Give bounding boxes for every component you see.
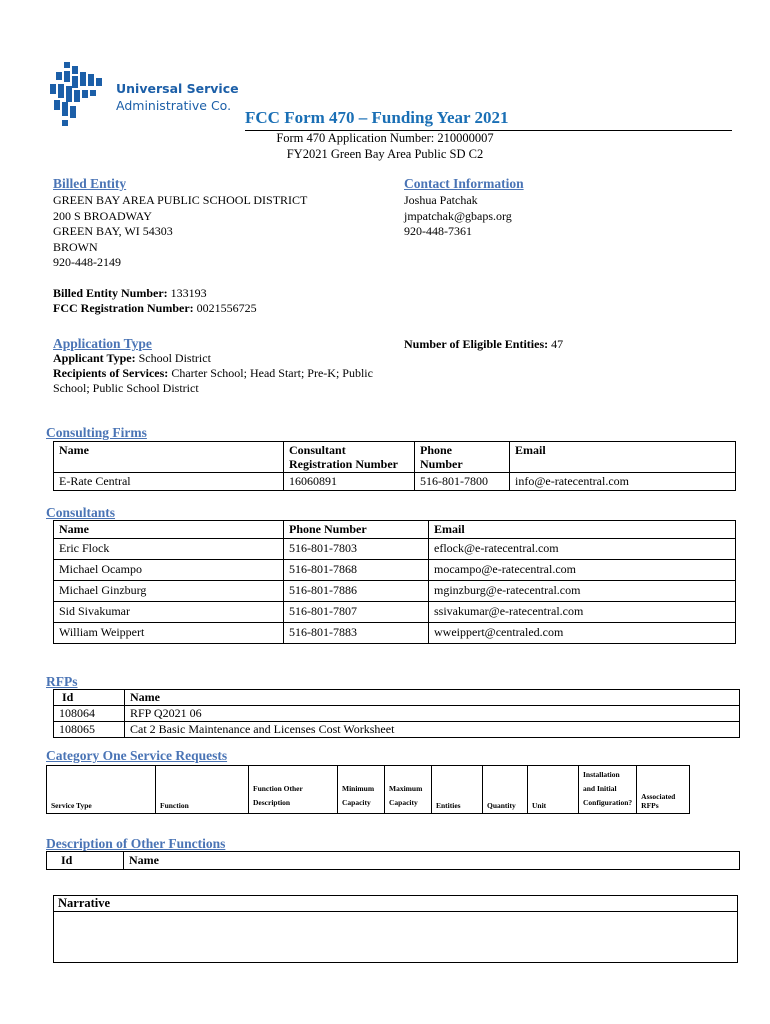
table-row (54, 560, 736, 581)
column-header: Unit (528, 766, 579, 814)
table-row (54, 539, 736, 560)
other-functions-table (46, 851, 740, 870)
table-cell: info@e-ratecentral.com (510, 473, 736, 491)
table-cell: 516-801-7883 (284, 623, 429, 644)
billed-entity-line: GREEN BAY AREA PUBLIC SCHOOL DISTRICT (53, 193, 308, 207)
table-header-row (54, 521, 736, 539)
table-cell: RFP Q2021 06 (125, 706, 740, 722)
application-number: Form 470 Application Number: 210000007 (276, 131, 494, 145)
column-header-line: Phone (420, 443, 453, 457)
fcc-registration-value: 0021556725 (196, 301, 257, 315)
column-header: Quantity (483, 766, 528, 814)
column-header: Name (125, 690, 740, 706)
table-row (54, 473, 736, 491)
column-header: Function (156, 766, 249, 814)
billed-entity-heading: Billed Entity (53, 176, 127, 191)
eligible-entities-label: Number of Eligible Entities: (404, 337, 549, 351)
column-header-line: Installation (583, 770, 620, 779)
recipients-label: Recipients of Services: (53, 366, 169, 380)
consultants-heading: Consultants (46, 505, 116, 520)
table-cell: 16060891 (284, 473, 415, 491)
column-header-line: Function Other (253, 784, 303, 793)
category-one-heading: Category One Service Requests (46, 748, 228, 763)
recipients-of-services-cont: School; Public School District (53, 381, 199, 395)
table-cell: 516-801-7803 (284, 539, 429, 560)
column-header-line: Maximum (389, 784, 423, 793)
column-header (249, 766, 338, 814)
billed-entity-number-label: Billed Entity Number: (53, 286, 168, 300)
table-cell: wweippert@centraled.com (429, 623, 736, 644)
table-cell: Eric Flock (54, 539, 284, 560)
narrative-box (53, 895, 738, 963)
table-cell: Michael Ginzburg (54, 581, 284, 602)
billed-entity-line: 200 S BROADWAY (53, 208, 152, 223)
column-header: Id (54, 690, 125, 706)
recipients-value: Charter School; Head Start; Pre-K; Public (171, 366, 373, 380)
table-cell: William Weippert (54, 623, 284, 644)
column-header (415, 442, 510, 473)
usac-logo-icon (50, 62, 114, 128)
table-header-row (47, 766, 690, 814)
table-cell: mginzburg@e-ratecentral.com (429, 581, 736, 602)
column-header (579, 766, 637, 814)
rfps-heading: RFPs (46, 674, 78, 689)
page-title: FCC Form 470 – Funding Year 2021 (245, 108, 509, 127)
form-subtitle: FY2021 Green Bay Area Public SD C2 (286, 147, 484, 161)
table-cell: Michael Ocampo (54, 560, 284, 581)
column-header (385, 766, 432, 814)
table-cell: 516-801-7800 (415, 473, 510, 491)
table-row (54, 722, 740, 738)
table-cell: Cat 2 Basic Maintenance and Licenses Cost Worksheet (125, 722, 740, 738)
table-cell: 108065 (54, 722, 125, 738)
column-header: Phone Number (284, 521, 429, 539)
table-cell: eflock@e-ratecentral.com (429, 539, 736, 560)
table-row (54, 581, 736, 602)
contact-details (404, 193, 512, 240)
column-header: Email (429, 521, 736, 539)
table-row (54, 602, 736, 623)
fcc-registration-label: FCC Registration Number: (53, 301, 194, 315)
table-cell: mocampo@e-ratecentral.com (429, 560, 736, 581)
table-cell: 516-801-7886 (284, 581, 429, 602)
logo-line-1: Universal Service (116, 81, 239, 96)
rfps-table (53, 689, 740, 738)
table-cell: 516-801-7807 (284, 602, 429, 623)
table-cell: 108064 (54, 706, 125, 722)
billed-entity-line: 920-448-2149 (53, 255, 121, 269)
table-header-row (54, 690, 740, 706)
column-header (338, 766, 385, 814)
column-header-line: Number (420, 457, 463, 471)
billed-entity-address (53, 193, 307, 271)
narrative-label: Narrative (58, 896, 111, 910)
column-header: Name (124, 852, 740, 870)
column-header: Name (54, 442, 284, 473)
column-header-line: Minimum (342, 784, 375, 793)
category-one-table (46, 765, 690, 814)
column-header: Entities (432, 766, 483, 814)
other-functions-heading: Description of Other Functions (46, 836, 226, 851)
column-header: Name (54, 521, 284, 539)
table-row (54, 706, 740, 722)
usac-logo (50, 62, 240, 128)
table-cell: ssivakumar@e-ratecentral.com (429, 602, 736, 623)
billed-entity-number (53, 286, 207, 302)
column-header-line: Description (253, 798, 291, 807)
eligible-entities (404, 337, 563, 353)
table-header-row (47, 852, 740, 870)
table-header-row (54, 442, 736, 473)
eligible-entities-value: 47 (551, 337, 564, 351)
table-cell: Sid Sivakumar (54, 602, 284, 623)
column-header-line: Capacity (342, 798, 371, 807)
column-header-line: and Initial (583, 784, 617, 793)
consulting-firms-heading: Consulting Firms (46, 425, 147, 440)
narrative-divider (54, 911, 737, 912)
billed-entity-number-value: 133193 (170, 286, 207, 300)
contact-name: Joshua Patchak (404, 193, 478, 207)
column-header: Id (47, 852, 124, 870)
contact-phone: 920-448-7361 (404, 224, 472, 238)
logo-line-2: Administrative Co. (116, 98, 232, 113)
column-header-line: Consultant (289, 443, 346, 457)
recipients-of-services (53, 366, 373, 382)
table-row (54, 623, 736, 644)
applicant-type-value: School District (138, 351, 211, 365)
column-header (284, 442, 415, 473)
column-header-line: Registration Number (289, 457, 398, 471)
column-header-line: Configuration? (583, 798, 633, 807)
applicant-type (53, 351, 211, 367)
table-cell: 516-801-7868 (284, 560, 429, 581)
contact-email: jmpatchak@gbaps.org (404, 208, 512, 223)
application-type-heading: Application Type (53, 336, 152, 351)
column-header: Email (510, 442, 736, 473)
column-header: Associated RFPs (637, 766, 690, 814)
billed-entity-line: GREEN BAY, WI 54303 (53, 224, 173, 238)
fcc-registration-number (53, 301, 257, 317)
applicant-type-label: Applicant Type: (53, 351, 136, 365)
billed-entity-line: BROWN (53, 239, 98, 254)
consulting-firms-table (53, 441, 736, 491)
column-header-line: Capacity (389, 798, 418, 807)
contact-heading: Contact Information (404, 176, 524, 191)
table-cell: E-Rate Central (54, 473, 284, 491)
column-header: Service Type (47, 766, 156, 814)
consultants-table (53, 520, 736, 644)
